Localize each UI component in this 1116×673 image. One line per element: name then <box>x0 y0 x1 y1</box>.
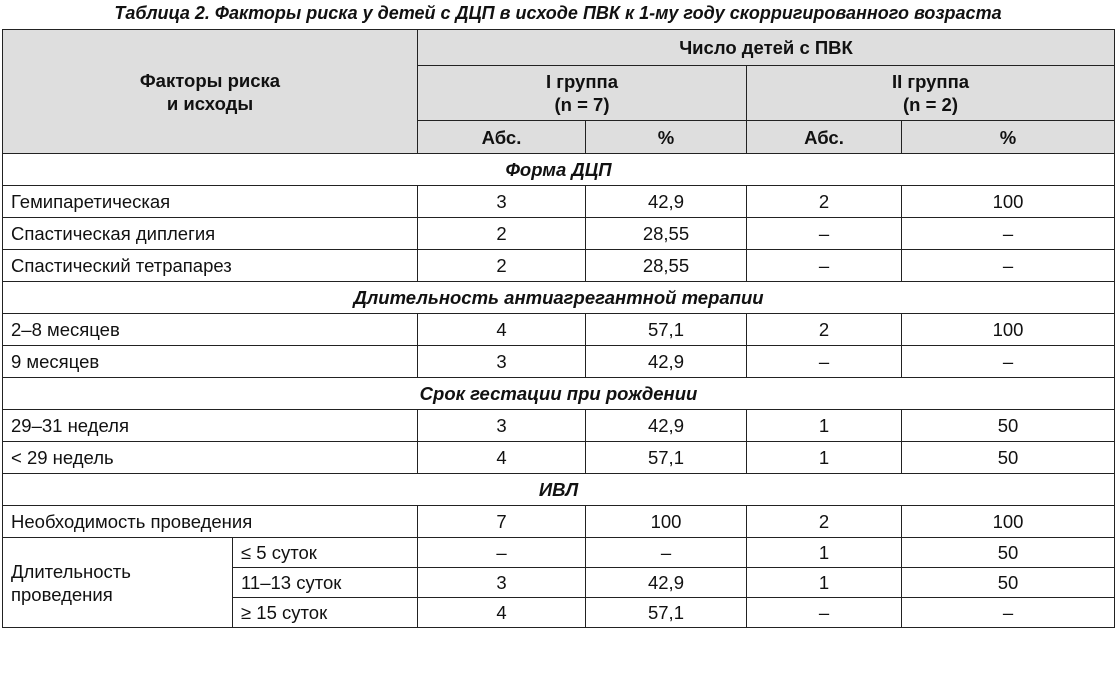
cell-g2-pct: 50 <box>902 568 1115 598</box>
cell-g2-pct: – <box>902 346 1115 378</box>
cell-g1-pct: 57,1 <box>586 314 747 346</box>
cell-g2-pct: 50 <box>902 538 1115 568</box>
duration-group-label <box>3 538 233 628</box>
cell-g1-abs: 3 <box>418 568 586 598</box>
row-label: Гемипаретическая <box>3 186 418 218</box>
cell-g2-abs: – <box>747 250 902 282</box>
header-group1 <box>418 66 747 121</box>
cell-g2-pct: – <box>902 218 1115 250</box>
cell-g1-abs: 7 <box>418 506 586 538</box>
cell-g1-pct: – <box>586 538 747 568</box>
cell-g1-pct: 42,9 <box>586 410 747 442</box>
section-title-form: Форма ДЦП <box>3 154 1115 186</box>
cell-g1-pct: 100 <box>586 506 747 538</box>
table-row <box>3 538 1115 568</box>
row-label: < 29 недель <box>3 442 418 474</box>
header-group2 <box>747 66 1115 121</box>
cell-g2-pct: 50 <box>902 442 1115 474</box>
cell-g1-pct: 28,55 <box>586 250 747 282</box>
cell-g2-pct: 50 <box>902 410 1115 442</box>
header-g2-abs: Абс. <box>747 121 902 154</box>
table-row <box>3 250 1115 282</box>
table-row <box>3 314 1115 346</box>
header-group2-n: (n = 2) <box>903 94 958 115</box>
table-row <box>3 506 1115 538</box>
cell-g1-abs: 2 <box>418 250 586 282</box>
section-title-therapy: Длительность антиагрегантной терапии <box>3 282 1115 314</box>
cell-g1-abs: 3 <box>418 346 586 378</box>
header-group1-n: (n = 7) <box>554 94 610 115</box>
table-row <box>3 218 1115 250</box>
cell-g2-abs: 1 <box>747 410 902 442</box>
row-label: 2–8 месяцев <box>3 314 418 346</box>
cell-g2-abs: – <box>747 218 902 250</box>
cell-g2-abs: 2 <box>747 506 902 538</box>
cell-g2-pct: 100 <box>902 506 1115 538</box>
cell-g1-pct: 28,55 <box>586 218 747 250</box>
duration-label-line1: Длительность <box>11 560 131 582</box>
header-group1-name: I группа <box>546 71 618 92</box>
section-title-ivl: ИВЛ <box>3 474 1115 506</box>
cell-g2-abs: 2 <box>747 186 902 218</box>
table-row <box>3 442 1115 474</box>
cell-g1-abs: 4 <box>418 314 586 346</box>
cell-g2-pct: 100 <box>902 314 1115 346</box>
row-label: Спастический тетрапарез <box>3 250 418 282</box>
duration-label-line2: проведения <box>11 583 113 605</box>
header-factors <box>3 30 418 154</box>
cell-g1-abs: 4 <box>418 598 586 628</box>
section-title-gestation: Срок гестации при рождении <box>3 378 1115 410</box>
cell-g2-abs: 2 <box>747 314 902 346</box>
cell-g1-abs: 2 <box>418 218 586 250</box>
row-label: Спастическая диплегия <box>3 218 418 250</box>
cell-g1-pct: 57,1 <box>586 598 747 628</box>
table-row <box>3 410 1115 442</box>
table-row <box>3 186 1115 218</box>
row-label: Необходимость проведения <box>3 506 418 538</box>
header-g2-pct: % <box>902 121 1115 154</box>
cell-g1-pct: 42,9 <box>586 568 747 598</box>
table-caption: Таблица 2. Факторы риска у детей с ДЦП в исходе ПВК к 1-му году скорригированного возраста <box>114 3 1002 23</box>
cell-g1-abs: 3 <box>418 410 586 442</box>
header-count-title: Число детей с ПВК <box>418 30 1115 66</box>
row-label: ≥ 15 суток <box>233 598 418 628</box>
row-label: 9 месяцев <box>3 346 418 378</box>
cell-g2-pct: – <box>902 250 1115 282</box>
cell-g1-abs: 3 <box>418 186 586 218</box>
row-label: 29–31 неделя <box>3 410 418 442</box>
risk-factors-table <box>2 29 1115 628</box>
row-label: ≤ 5 суток <box>233 538 418 568</box>
cell-g1-abs: 4 <box>418 442 586 474</box>
cell-g2-pct: – <box>902 598 1115 628</box>
cell-g2-abs: 1 <box>747 442 902 474</box>
header-g1-abs: Абс. <box>418 121 586 154</box>
header-factors-line1: Факторы риска <box>139 69 281 91</box>
header-group2-name: II группа <box>891 71 970 92</box>
cell-g2-abs: – <box>747 346 902 378</box>
cell-g2-abs: 1 <box>747 538 902 568</box>
cell-g1-pct: 42,9 <box>586 346 747 378</box>
cell-g2-abs: – <box>747 598 902 628</box>
row-label: 11–13 суток <box>233 568 418 598</box>
table-row <box>3 346 1115 378</box>
header-g1-pct: % <box>586 121 747 154</box>
cell-g2-abs: 1 <box>747 568 902 598</box>
cell-g2-pct: 100 <box>902 186 1115 218</box>
header-factors-line2: и исходы <box>166 92 254 114</box>
cell-g1-pct: 42,9 <box>586 186 747 218</box>
cell-g1-pct: 57,1 <box>586 442 747 474</box>
cell-g1-abs: – <box>418 538 586 568</box>
